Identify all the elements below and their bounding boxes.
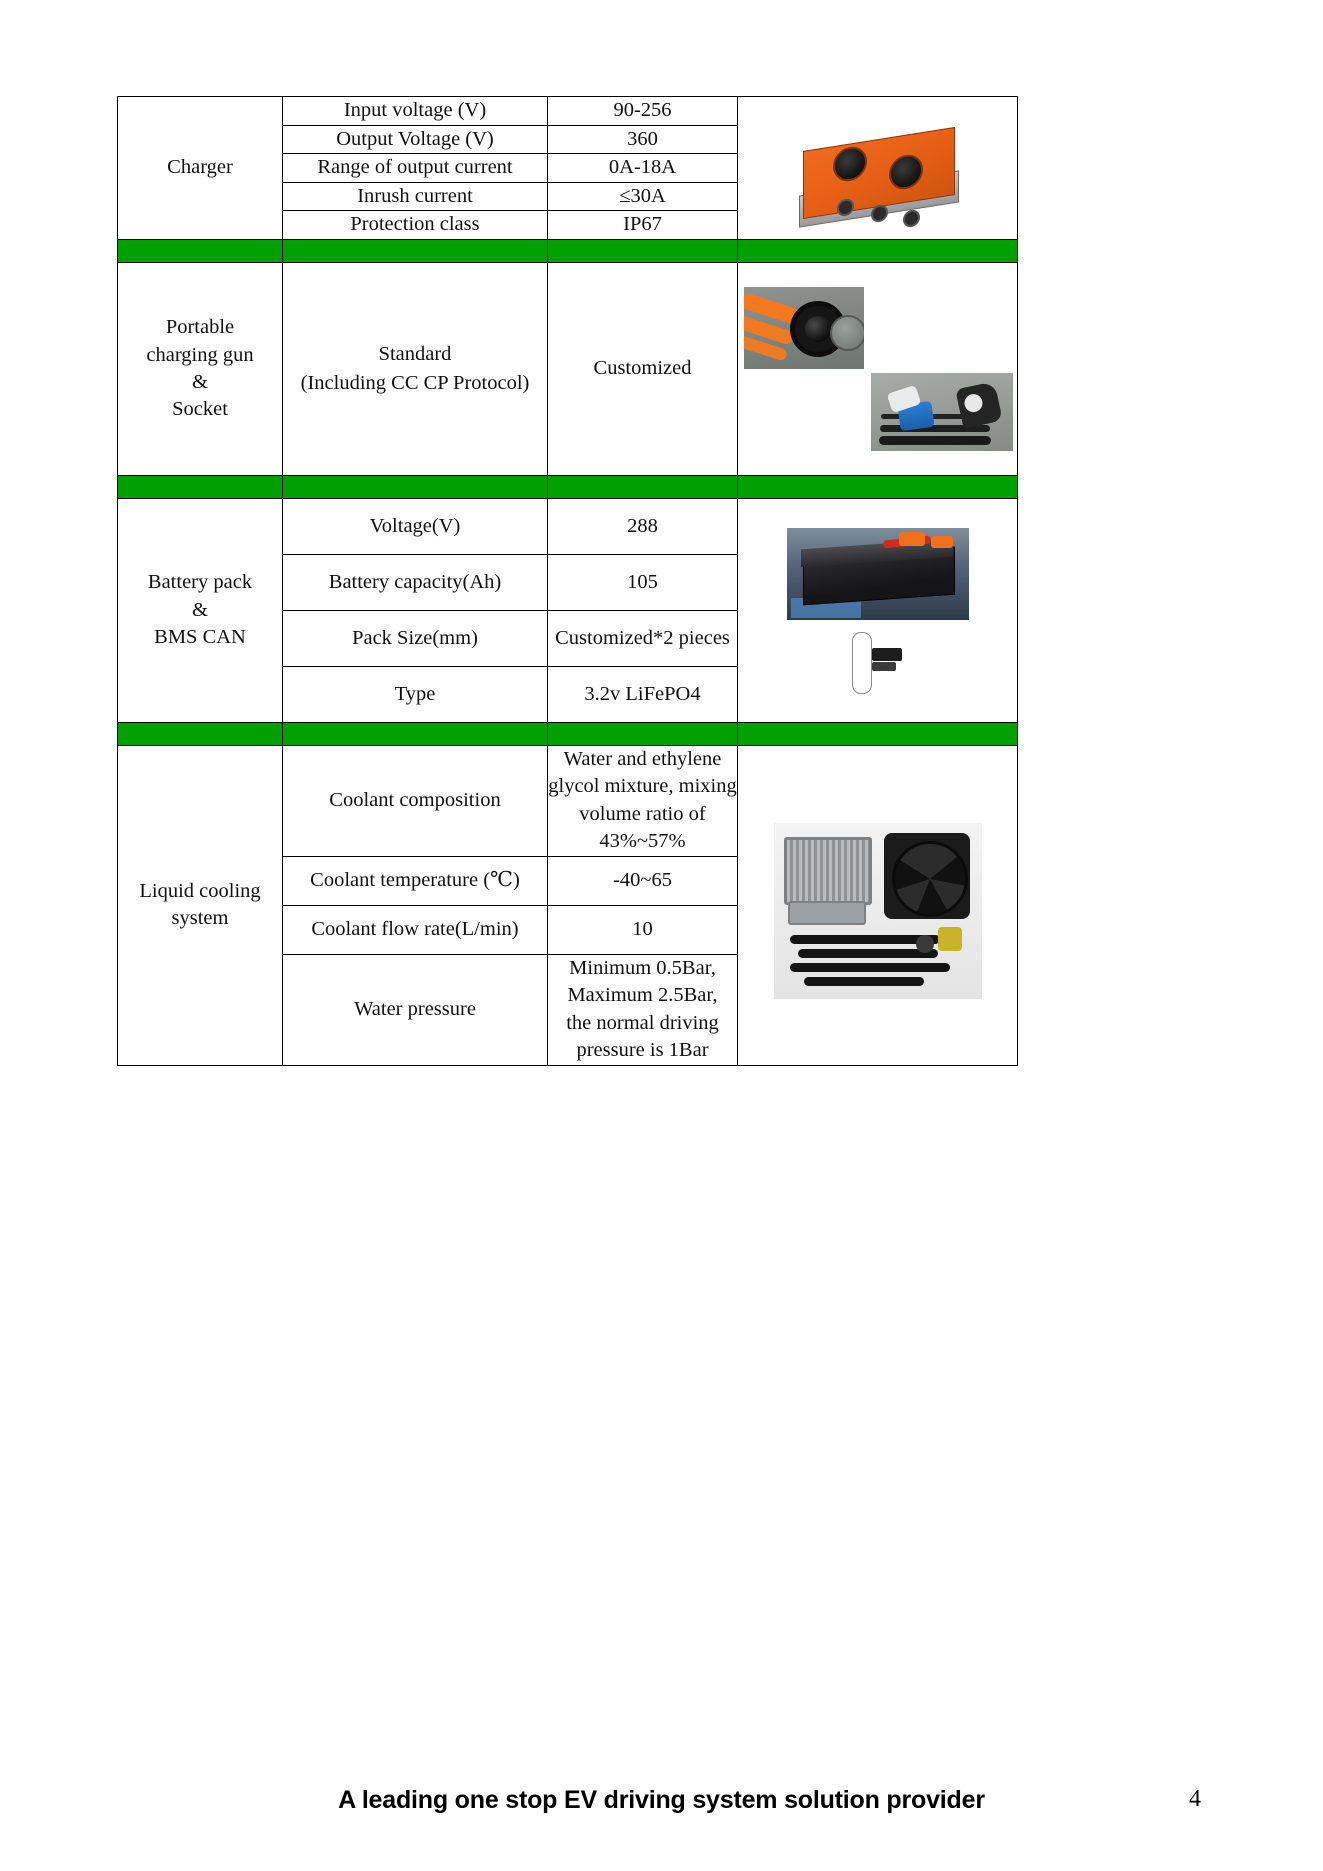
table-row bbox=[118, 746, 1018, 857]
parameter-value: Customized bbox=[548, 263, 738, 476]
gun-socket-image-cell bbox=[738, 263, 1018, 476]
parameter-label: Voltage(V) bbox=[283, 499, 548, 555]
specification-table bbox=[117, 96, 1018, 1066]
parameter-value: 0A-18A bbox=[548, 154, 738, 183]
charger-image-cell bbox=[738, 97, 1018, 240]
cable-loop-shape bbox=[852, 632, 872, 694]
parameter-label: Water pressure bbox=[283, 954, 548, 1065]
hose-shape bbox=[804, 977, 924, 986]
table-row bbox=[118, 97, 1018, 126]
page-footer bbox=[0, 1786, 1323, 1815]
parameter-label: Protection class bbox=[283, 211, 548, 240]
category-line: Liquid cooling bbox=[139, 879, 261, 902]
value-line: pressure is 1Bar bbox=[576, 1039, 709, 1062]
charger-photo bbox=[785, 121, 971, 239]
category-battery-pack bbox=[118, 499, 283, 723]
parameter-value: 10 bbox=[548, 905, 738, 954]
value-line: glycol mixture, mixing bbox=[548, 775, 737, 798]
separator-cell bbox=[548, 476, 738, 499]
separator-cell bbox=[738, 240, 1018, 263]
section-separator bbox=[118, 476, 1018, 499]
bms-module-photo bbox=[842, 628, 914, 698]
separator-cell bbox=[118, 476, 283, 499]
separator-cell bbox=[118, 240, 283, 263]
separator-cell bbox=[118, 723, 283, 746]
parameter-value: 90-256 bbox=[548, 97, 738, 126]
table-row bbox=[118, 499, 1018, 555]
category-line: charging gun bbox=[146, 343, 254, 366]
parameter-label: Battery capacity(Ah) bbox=[283, 555, 548, 611]
category-line: & bbox=[192, 371, 208, 393]
separator-cell bbox=[283, 723, 548, 746]
connector-icon bbox=[903, 209, 920, 229]
value-line: Maximum 2.5Bar, bbox=[567, 984, 718, 1007]
hose-shape bbox=[790, 963, 950, 972]
category-liquid-cooling bbox=[118, 746, 283, 1066]
separator-cell bbox=[548, 240, 738, 263]
radiator-shape bbox=[784, 837, 872, 905]
cooling-fan-icon bbox=[884, 833, 970, 919]
gun-cable-shape bbox=[879, 436, 991, 445]
bms-chip-shape bbox=[872, 648, 902, 661]
category-line: Socket bbox=[172, 398, 228, 421]
parameter-value: 288 bbox=[548, 499, 738, 555]
parameter-value: 105 bbox=[548, 555, 738, 611]
separator-cell bbox=[548, 723, 738, 746]
gun-head-shape bbox=[955, 381, 1002, 428]
socket-cap-shape bbox=[830, 315, 864, 351]
parameter-line: (Including CC CP Protocol) bbox=[300, 372, 530, 394]
separator-cell bbox=[283, 476, 548, 499]
parameter-value bbox=[548, 746, 738, 857]
liquid-cooling-photo bbox=[774, 823, 982, 999]
charging-gun-photo bbox=[871, 373, 1013, 451]
category-charger: Charger bbox=[118, 97, 283, 240]
parameter-label bbox=[283, 263, 548, 476]
parameter-label: Inrush current bbox=[283, 182, 548, 211]
separator-cell bbox=[738, 476, 1018, 499]
category-line: Portable bbox=[165, 316, 235, 339]
section-separator bbox=[118, 240, 1018, 263]
value-line: Water and ethylene bbox=[563, 748, 722, 770]
battery-image-cell bbox=[738, 499, 1018, 723]
parameter-label: Coolant flow rate(L/min) bbox=[283, 905, 548, 954]
parameter-label: Type bbox=[283, 667, 548, 723]
value-line: Minimum 0.5Bar, bbox=[569, 956, 716, 979]
orange-connector-shape bbox=[899, 532, 925, 546]
parameter-value: Customized*2 pieces bbox=[548, 611, 738, 667]
bms-chip-shape bbox=[872, 662, 896, 671]
pump-shape bbox=[916, 935, 934, 953]
orange-connector-shape bbox=[931, 536, 953, 548]
category-line: & bbox=[192, 598, 208, 621]
parameter-value bbox=[548, 954, 738, 1065]
category-line: system bbox=[171, 907, 229, 930]
parameter-label: Coolant temperature (℃) bbox=[283, 856, 548, 905]
valve-shape bbox=[938, 927, 962, 951]
socket-photo bbox=[744, 287, 864, 369]
table-row bbox=[118, 263, 1018, 476]
battery-pack-photo bbox=[787, 528, 969, 620]
value-line: 43%~57% bbox=[599, 830, 686, 853]
parameter-value: ≤30A bbox=[548, 182, 738, 211]
parameter-label: Range of output current bbox=[283, 154, 548, 183]
parameter-line: Standard bbox=[378, 343, 452, 366]
parameter-label: Pack Size(mm) bbox=[283, 611, 548, 667]
parameter-label: Output Voltage (V) bbox=[283, 125, 548, 154]
category-line: BMS CAN bbox=[154, 626, 246, 649]
parameter-value: 360 bbox=[548, 125, 738, 154]
cooling-image-cell bbox=[738, 746, 1018, 1066]
parameter-label: Input voltage (V) bbox=[283, 97, 548, 126]
parameter-value: 3.2v LiFePO4 bbox=[548, 667, 738, 723]
value-line: volume ratio of bbox=[579, 802, 706, 825]
radiator-tank-shape bbox=[788, 901, 866, 925]
separator-cell bbox=[283, 240, 548, 263]
separator-cell bbox=[738, 723, 1018, 746]
category-line: Battery pack bbox=[147, 571, 253, 594]
footer-tagline: A leading one stop EV driving system solution provider bbox=[338, 1786, 985, 1814]
section-separator bbox=[118, 723, 1018, 746]
page-number: 4 bbox=[1189, 1786, 1201, 1812]
parameter-value: -40~65 bbox=[548, 856, 738, 905]
parameter-label: Coolant composition bbox=[283, 746, 548, 857]
category-portable-charging-gun bbox=[118, 263, 283, 476]
value-line: the normal driving bbox=[566, 1011, 719, 1034]
hose-shape bbox=[798, 949, 938, 958]
parameter-value: IP67 bbox=[548, 211, 738, 240]
